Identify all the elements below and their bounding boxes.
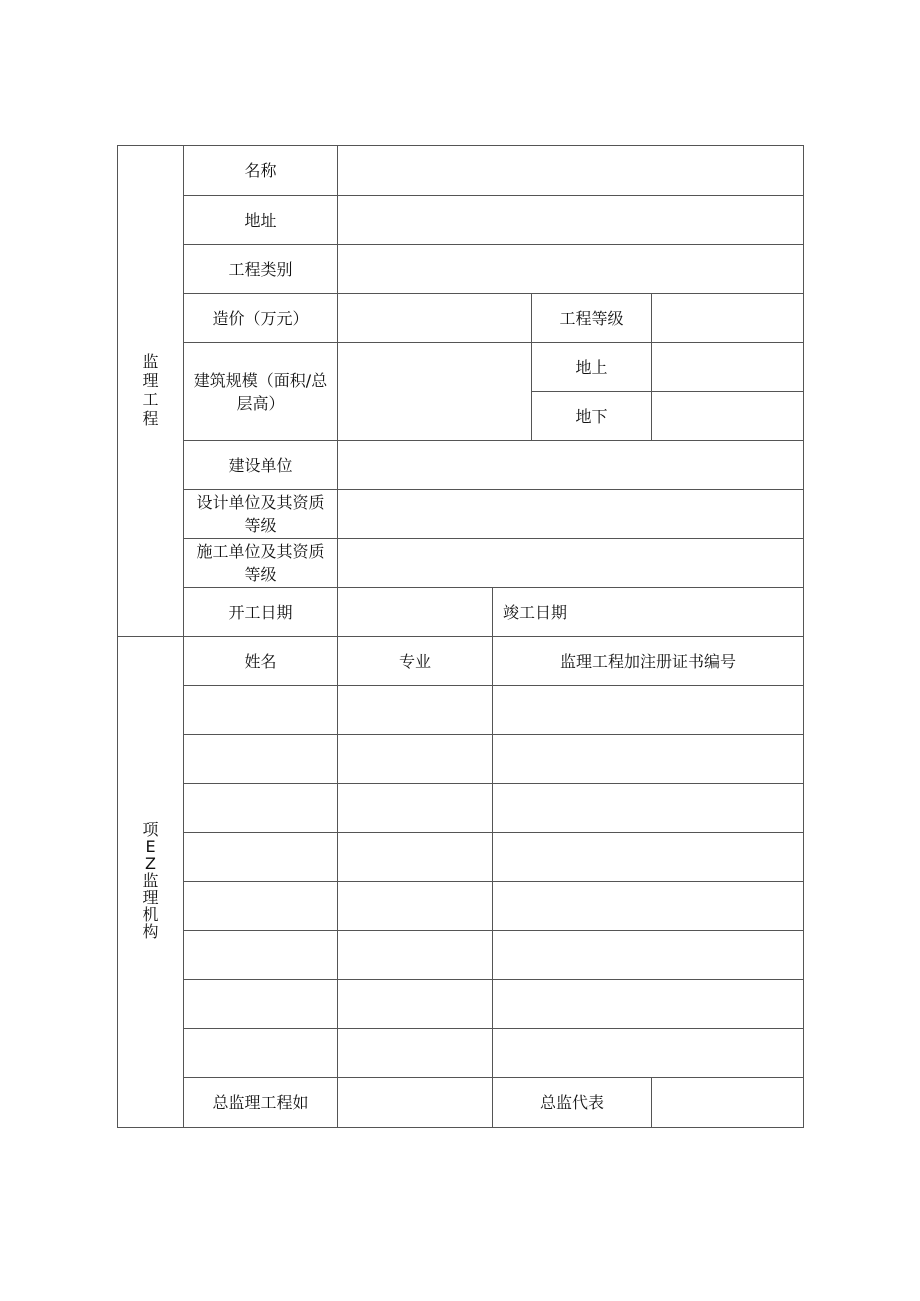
start-date-label: 开工日期	[184, 588, 338, 637]
supervision-form-table	[117, 145, 804, 1128]
construction-unit-field[interactable]	[338, 539, 804, 588]
member-certificate-cell[interactable]	[493, 833, 804, 882]
address-field[interactable]	[338, 196, 804, 245]
deputy-field[interactable]	[652, 1078, 804, 1128]
member-specialty-cell[interactable]	[338, 833, 493, 882]
completion-date-label: 竣工日期	[503, 602, 568, 622]
table-row	[118, 833, 804, 882]
table-row	[118, 980, 804, 1029]
chief-supervisor-field[interactable]	[338, 1078, 493, 1128]
member-specialty-cell[interactable]	[338, 686, 493, 735]
above-ground-label: 地上	[532, 343, 652, 392]
section-title-org	[118, 637, 184, 1128]
design-unit-field[interactable]	[338, 490, 804, 539]
member-certificate-cell[interactable]	[493, 1029, 804, 1078]
header-name: 姓名	[184, 637, 338, 686]
member-certificate-cell[interactable]	[493, 735, 804, 784]
below-ground-field[interactable]	[652, 392, 804, 441]
scale-label: 建筑规模（面积/总层高）	[184, 343, 338, 441]
cost-label: 造价（万元）	[184, 294, 338, 343]
design-unit-label: 设计单位及其资质等级	[184, 490, 338, 539]
table-row	[118, 882, 804, 931]
section-title-project-text: 监理工程	[142, 352, 159, 428]
member-certificate-cell[interactable]	[493, 784, 804, 833]
construction-unit-label: 施工单位及其资质等级	[184, 539, 338, 588]
builder-label: 建设单位	[184, 441, 338, 490]
member-specialty-cell[interactable]	[338, 980, 493, 1029]
member-name-cell[interactable]	[184, 980, 338, 1029]
name-label: 名称	[184, 146, 338, 196]
below-ground-label: 地下	[532, 392, 652, 441]
table-row	[118, 784, 804, 833]
member-name-cell[interactable]	[184, 686, 338, 735]
table-row	[118, 735, 804, 784]
member-certificate-cell[interactable]	[493, 882, 804, 931]
member-specialty-cell[interactable]	[338, 784, 493, 833]
header-certificate: 监理工程加注册证书编号	[493, 637, 804, 686]
member-certificate-cell[interactable]	[493, 686, 804, 735]
grade-label: 工程等级	[532, 294, 652, 343]
section-title-project	[118, 146, 184, 637]
start-date-field[interactable]	[338, 588, 493, 637]
deputy-label: 总监代表	[493, 1078, 652, 1128]
member-name-cell[interactable]	[184, 931, 338, 980]
completion-date-cell[interactable]	[493, 588, 804, 637]
member-specialty-cell[interactable]	[338, 735, 493, 784]
category-field[interactable]	[338, 245, 804, 294]
builder-field[interactable]	[338, 441, 804, 490]
member-name-cell[interactable]	[184, 1029, 338, 1078]
grade-field[interactable]	[652, 294, 804, 343]
member-specialty-cell[interactable]	[338, 931, 493, 980]
member-name-cell[interactable]	[184, 882, 338, 931]
address-label: 地址	[184, 196, 338, 245]
header-specialty: 专业	[338, 637, 493, 686]
member-specialty-cell[interactable]	[338, 882, 493, 931]
category-label: 工程类别	[184, 245, 338, 294]
member-certificate-cell[interactable]	[493, 980, 804, 1029]
name-field[interactable]	[338, 146, 804, 196]
member-specialty-cell[interactable]	[338, 1029, 493, 1078]
member-name-cell[interactable]	[184, 735, 338, 784]
table-row	[118, 1029, 804, 1078]
member-name-cell[interactable]	[184, 784, 338, 833]
section-title-org-text: 项EZ监理机构	[142, 820, 159, 941]
member-certificate-cell[interactable]	[493, 931, 804, 980]
scale-field[interactable]	[338, 343, 532, 441]
above-ground-field[interactable]	[652, 343, 804, 392]
chief-supervisor-label: 总监理工程如	[184, 1078, 338, 1128]
table-row	[118, 686, 804, 735]
member-name-cell[interactable]	[184, 833, 338, 882]
cost-field[interactable]	[338, 294, 532, 343]
table-row	[118, 931, 804, 980]
